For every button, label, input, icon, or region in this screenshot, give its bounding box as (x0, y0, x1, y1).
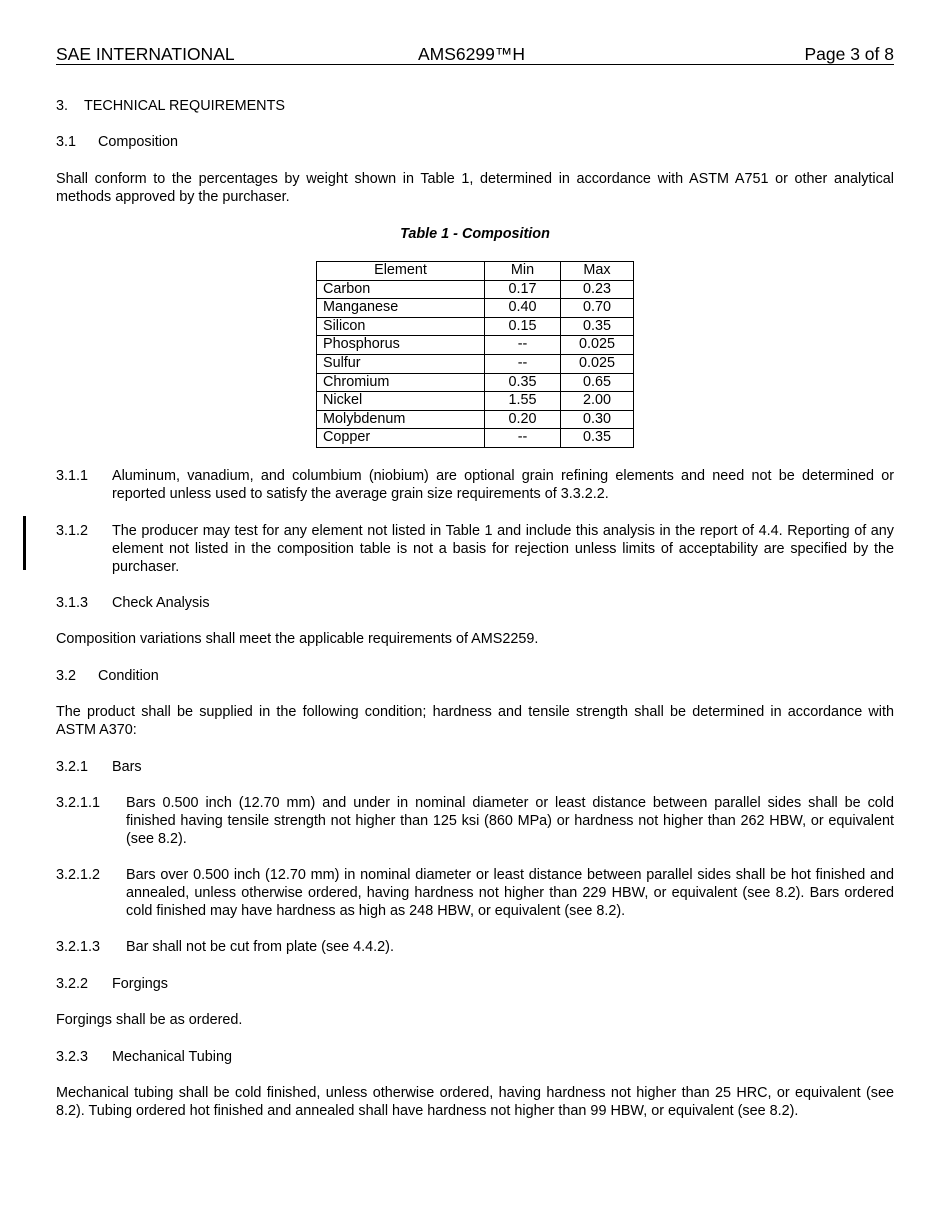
cell-element: Manganese (317, 299, 485, 318)
section-3-1-2-number: 3.1.2 (56, 523, 89, 539)
cell-element: Phosphorus (317, 336, 485, 355)
col-header-element: Element (317, 262, 485, 281)
cell-min: 0.15 (485, 317, 561, 336)
section-3-1-title: Composition (98, 134, 178, 150)
cell-min: 0.40 (485, 299, 561, 318)
cell-max: 0.65 (561, 373, 634, 392)
section-3-2-1-number: 3.2.1 (56, 759, 89, 775)
table-row (317, 354, 634, 373)
table-row (317, 429, 634, 448)
section-3-2-2-number: 3.2.2 (56, 976, 89, 992)
cell-element: Chromium (317, 373, 485, 392)
section-3-1-text: Shall conform to the percentages by weight shown in Table 1, determined in accordance with ASTM A751 or other analytical methods approved by the purchaser. (56, 171, 894, 205)
cell-max: 0.025 (561, 354, 634, 373)
section-3-1-2-text: The producer may test for any element not listed in Table 1 and include this analysis in the report of 4.4. Reporting of any element not listed in the composition table is not a basis for rejection unless limits of acceptability are specified by the purchaser. (112, 523, 894, 575)
cell-min: 1.55 (485, 392, 561, 411)
table-1-caption: Table 1 - Composition (400, 226, 550, 242)
header-doc-id: AMS6299™H (418, 44, 525, 64)
section-3-1-1-text: Aluminum, vanadium, and columbium (niobium) are optional grain refining elements and need not be determined or reported unless used to satisfy the average grain size requirements of 3.3.2.2. (112, 468, 894, 502)
cell-element: Molybdenum (317, 410, 485, 429)
table-row (317, 373, 634, 392)
header-org: SAE INTERNATIONAL (56, 44, 235, 64)
section-number: 3. (56, 98, 69, 114)
section-3-2-text: The product shall be supplied in the following condition; hardness and tensile strength shall be determined in accordance with ASTM A370: (56, 704, 894, 738)
table-row (317, 280, 634, 299)
cell-element: Silicon (317, 317, 485, 336)
section-3-2-3-title: Mechanical Tubing (112, 1049, 232, 1065)
cell-element: Nickel (317, 392, 485, 411)
col-header-min: Min (485, 262, 561, 281)
table-row (317, 299, 634, 318)
cell-min: 0.20 (485, 410, 561, 429)
section-3-2-1-2-text: Bars over 0.500 inch (12.70 mm) in nominal diameter or least distance between parallel sides shall be hot finished and annealed, unless otherwise ordered, having hardness not higher than 229 HBW, or equivalent (see 8.2). Bars ordered cold finished may have hardness as high as 248 HBW, or equivalent (see 8.2). (126, 867, 894, 919)
table-header-row (317, 262, 634, 281)
section-3-2-2-title: Forgings (112, 976, 168, 992)
section-3-2-1-1-number: 3.2.1.1 (56, 795, 101, 811)
section-3-1-3-title: Check Analysis (112, 595, 210, 611)
section-3-2-1-3-number: 3.2.1.3 (56, 939, 101, 955)
table-row (317, 410, 634, 429)
cell-max: 0.70 (561, 299, 634, 318)
section-title: TECHNICAL REQUIREMENTS (84, 98, 285, 114)
cell-max: 0.025 (561, 336, 634, 355)
section-3-heading (56, 97, 285, 115)
header-page-number: Page 3 of 8 (804, 44, 894, 64)
section-3-2-1-1-text: Bars 0.500 inch (12.70 mm) and under in nominal diameter or least distance between parallel sides shall be cold finished having tensile strength not higher than 125 ksi (860 MPa) or hardness not higher than 262 HBW, or equivalent (see 8.2). (126, 795, 894, 847)
cell-max: 0.35 (561, 317, 634, 336)
cell-max: 0.23 (561, 280, 634, 299)
cell-min: -- (485, 429, 561, 448)
cell-max: 0.30 (561, 410, 634, 429)
cell-min: 0.35 (485, 373, 561, 392)
section-3-2-3-number: 3.2.3 (56, 1049, 89, 1065)
cell-max: 2.00 (561, 392, 634, 411)
section-3-1-1-number: 3.1.1 (56, 468, 89, 484)
section-3-1-3-text: Composition variations shall meet the applicable requirements of AMS2259. (56, 631, 539, 647)
section-3-2-3-text: Mechanical tubing shall be cold finished, unless otherwise ordered, having hardness not higher than 25 HRC, or equivalent (see 8.2). Tubing ordered hot finished and annealed shall have hardness not higher than 99 HBW, or equivalent (see 8.2). (56, 1085, 894, 1119)
revision-change-bar (23, 516, 26, 570)
table-row (317, 392, 634, 411)
section-3-2-1-title: Bars (112, 759, 142, 775)
cell-min: -- (485, 354, 561, 373)
section-3-1-3-number: 3.1.3 (56, 595, 89, 611)
composition-table (316, 261, 634, 448)
table-row (317, 336, 634, 355)
cell-element: Copper (317, 429, 485, 448)
section-3-2-2-text: Forgings shall be as ordered. (56, 1012, 243, 1028)
cell-element: Carbon (317, 280, 485, 299)
col-header-max: Max (561, 262, 634, 281)
table-row (317, 317, 634, 336)
section-3-2-number: 3.2 (56, 668, 77, 684)
section-3-2-title: Condition (98, 668, 159, 684)
section-3-2-1-2-number: 3.2.1.2 (56, 867, 101, 883)
page-header (56, 44, 894, 65)
cell-element: Sulfur (317, 354, 485, 373)
section-3-1-number: 3.1 (56, 134, 77, 150)
cell-min: 0.17 (485, 280, 561, 299)
cell-max: 0.35 (561, 429, 634, 448)
cell-min: -- (485, 336, 561, 355)
section-3-2-1-3-text: Bar shall not be cut from plate (see 4.4.2). (126, 939, 394, 955)
